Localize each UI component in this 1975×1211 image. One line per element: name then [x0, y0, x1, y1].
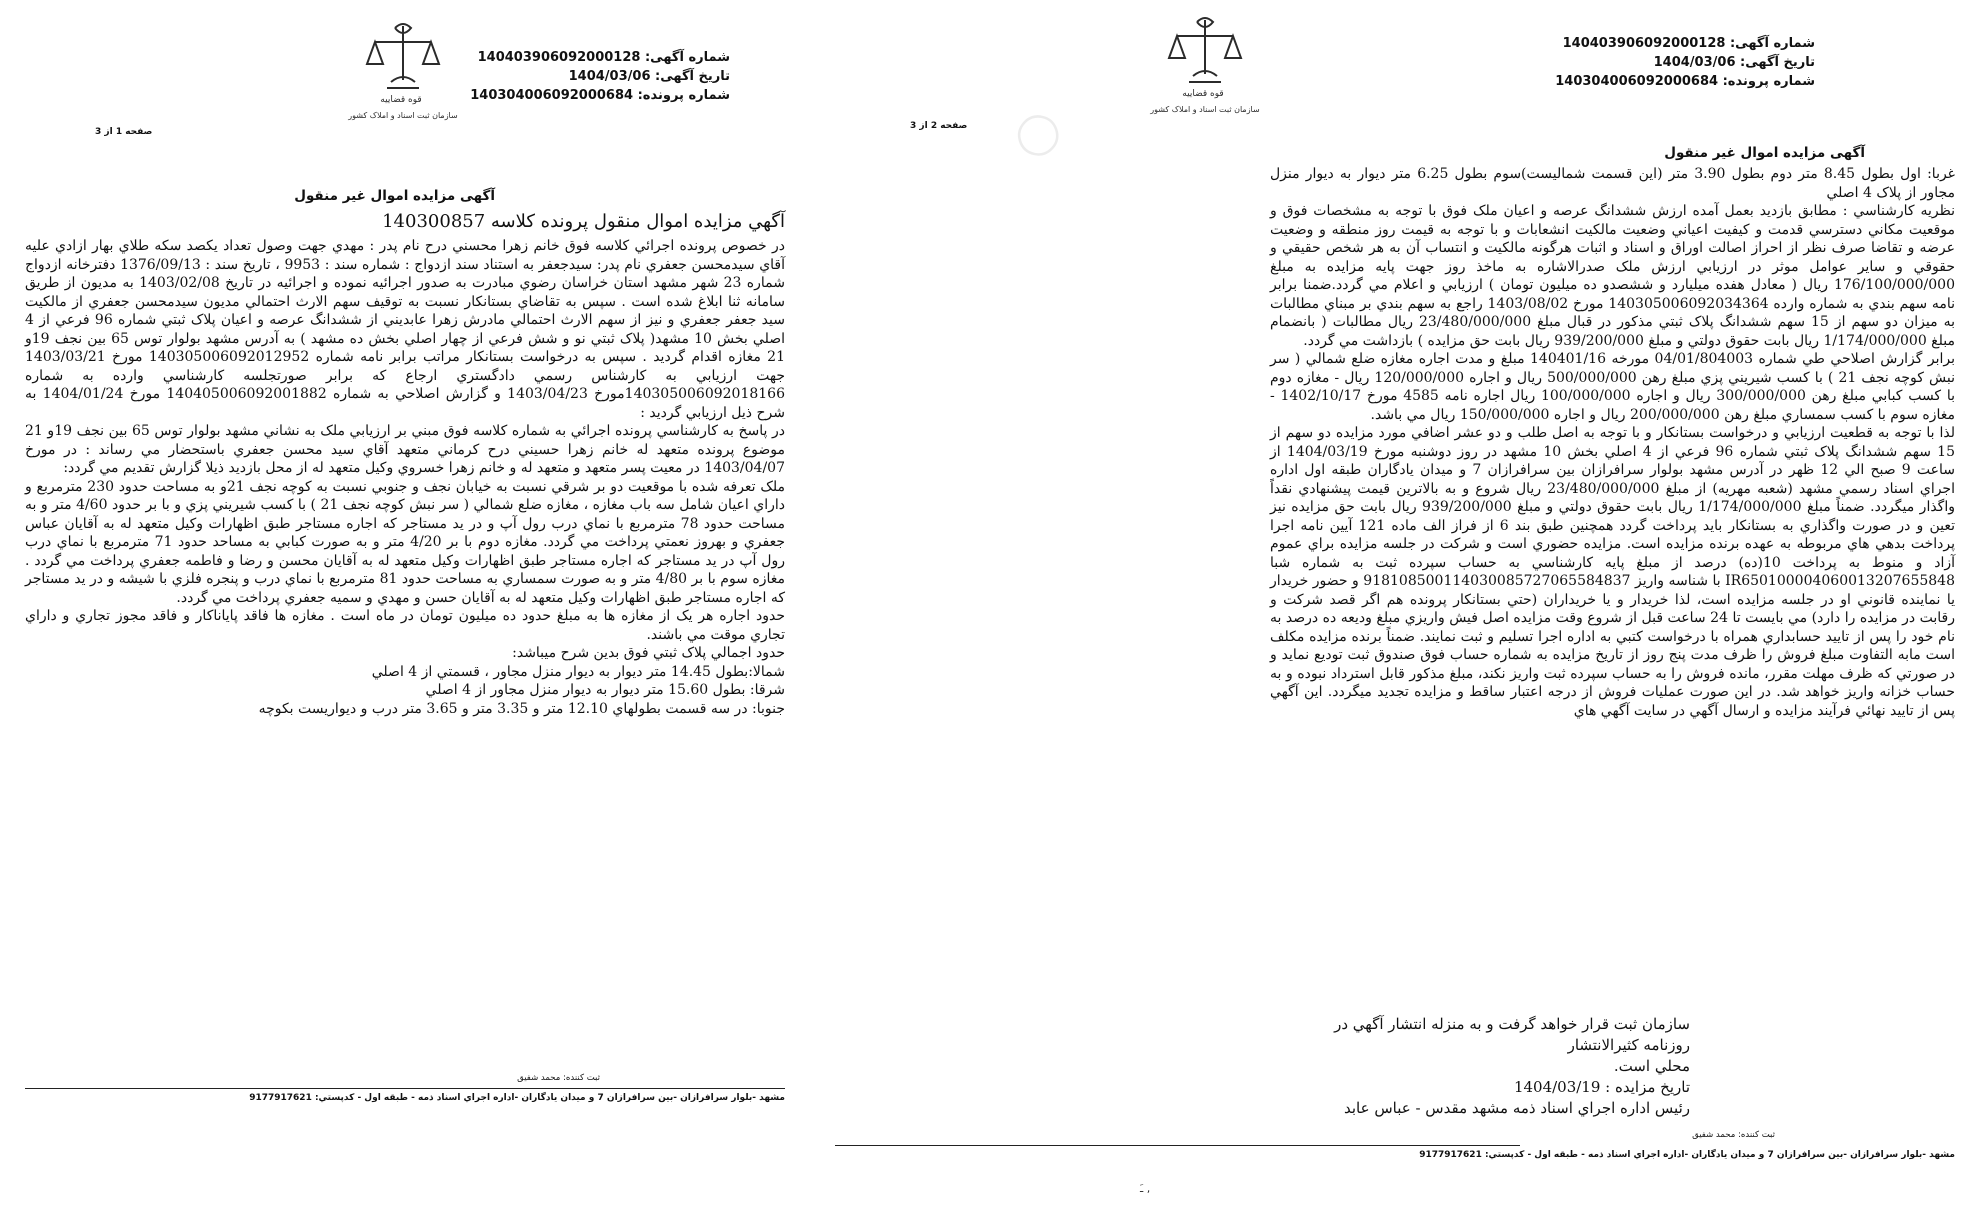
notice-date-row: تاریخ آگهی: 1404/03/06: [568, 69, 730, 84]
page-number: صفحه 2 از 3: [910, 121, 968, 131]
boundary-north: شمالا:بطول 14.45 متر ديوار به ديوار منزل مجاور ، قسمتي از 4 اصلي: [371, 663, 785, 680]
case-number-row: شماره پرونده: 140304006092000684: [470, 88, 730, 103]
watermark-stamp-icon: ◯: [1008, 104, 1066, 162]
footer-address: مشهد -بلوار سرافرازان -بين سرافرازان 7 و ميدان يادگاران -اداره اجراي اسناد ذمه - طبقه اول - كدپستي: 9177917621: [1419, 1150, 1955, 1160]
registrar: ثبت كننده: محمد شفيق: [1692, 1130, 1775, 1140]
paragraph-execution-background: در خصوص پرونده اجرائي كلاسه فوق خانم زهرا محسني درح نام پدر : مهدي جهت وصول تعداد يكصد سكه طلاي بهار ازادي عليه آقاي سيدمحسن جعفري نام پدر: سيدجعفر به استناد سند ازدواج : شماره سند : 9953 ، تاريخ سند : 1376/09/13 دفترخانه ازدواج شماره 23 شهر مشهد استان خراسان رضوي مبادرت به صدور اجرائيه نموده و اجرائيه در تاريخ 1403/02/08 به مديون از طريق سامانه ثنا ابلاغ شده است . سپس به تقاضاي بستانكار نسبت به توقيف سهم الارث احتمالي مديون سيدمحسن جعفري از مالكيت سيد جعفر جعفري و نيز از سهم الارث احتمالي مادرش زهرا عابديني از ششدانگ عرصه و اعيان پلاک ثبتي شماره 96 فرعي از 4 اصلي بخش 10 مشهد( پلاک ثبتي نو و شش فرعي از چهار اصلي بخش ده مشهد ) به آدرس مشهد بولوار توس 65 بين نجف 19و 21 مغازه اقدام گرديد . سپس به درخواست بستانكار مراتب برابر نامه شماره 140305006092012952 مورخ 1403/03/21 جهت ارزيابي به كارشناس رسمي دادگستري ارجاع كه برابر صورتجلسه كارشناسي وارده به شماره 140305006092018166مورخ 1403/04/23 و گزارش اصلاحي به شماره 140405006092001882 مورخ 1404/01/24 به شرح ذيل ارزيابي گرديد :: [25, 238, 785, 421]
header-meta: [1555, 34, 1815, 91]
paragraph-rent-report: برابر گزارش اصلاحي طي شماره 04/01/804003 مورخه 140401/16 مبلغ و مدت اجاره مغازه ضلع شمالي ( سر نبش كوچه نجف 21 ) با كسب شيريني پزي مبلغ رهن 500/000/000 ريال و اجاره 120/000/000 ريال - مغازه دوم با كسب كبابي مبلغ رهن 300/000/000 ريال و اجاره 100/000/000 ريال اجاره نامه 4585 مورخ 1402/10/17 - مغازه سوم با كسب سمساري مبلغ رهن 200/000/000 ريال و اجاره 150/000/000 ريال مي باشد.: [1270, 351, 1955, 423]
paragraph-property-description: ملک تعرفه شده با موقعيت دو بر شرقي نسبت به خيابان نجف و جنوبي نسبت به كوچه نجف 21و به مساحت حدود 230 مترمربع و داراي اعيان شامل سه باب مغازه ، مغازه ضلع شمالي ( سر نبش كوچه نجف 21 ) با كسب شيريني پزي و با بر حدود 4/60 متر و به مساحت حدود 78 مترمربع با نماي درب رول آپ و در يد مستاجر كه اجاره مستاجر طبق اظهارات وكيل متعهد له به آقايان عباس جعفري و بهروز نعمتي پرداخت مي گردد. مغازه دوم با بر 4/20 متر و به صورت كبابي به مساحد حدود 71 مترمربع با نماي درب رول آپ در يد مستاجر كه اجاره مستاجر طبق اظهارات وكيل متعهد له به آقايان محسن و رضا و فاطمه جعفري پرداخت مي گردد . مغازه سوم با بر 4/80 متر و به صورت سمساري به مساحت حدود 81 مترمربع با نماي درب و پنجره فلزي با شيشه و در يد مستاجر كه اجاره مستاجر طبق اظهارات وكيل متعهد له به آقايان حسن و مهدي و سميه جعفري پرداخت مي گردد.: [25, 478, 786, 606]
document-page-1: [0, 0, 815, 1211]
closing-line-2: محلي است.: [1613, 1057, 1690, 1075]
document-page-2: [815, 0, 1975, 1211]
case-subtitle: آگهي مزايده اموال منقول پرونده كلاسه 140300857: [382, 211, 785, 232]
handwritten-mark-icon: ـَ ,: [1140, 1182, 1151, 1195]
header-meta: [470, 48, 730, 105]
page-title: آگهی مزایده اموال غیر منقول: [294, 188, 495, 204]
logo-text-bottom: سازمان ثبت اسناد و املاک کشور: [348, 111, 458, 120]
page-number: صفحه 1 از 3: [95, 127, 153, 137]
case-number-row: شماره پرونده: 140304006092000684: [1555, 74, 1815, 89]
logo-text-bottom: سازمان ثبت اسناد و املاک کشور: [1150, 105, 1260, 114]
paragraph-auction-terms: لذا با توجه به قطعيت ارزيابي و درخواست بستانكار و با توجه به اصل طلب و دو عشر اضافي مورد مزايده دو سهم از 15 سهم ششدانگ پلاک ثبتي شماره 96 فرعي از 4 اصلي بخش 10 مشهد در روز دوشنبه مورخ 1404/03/19 از ساعت 9 صبح الي 12 ظهر در آدرس مشهد بولوار سرافرازان بين سرافرازان 7 و ميدان يادگاران طبقه اول اداره اجراي اسناد رسمي مشهد (شعبه مهريه) از مبلغ 23/480/000/000 ريال شروع و به بالاترين قيمت پيشنهادي نقداً واگذار ميگردد. ضمناً مبلغ 1/174/000/000 ريال بابت حقوق دولتي و مبلغ 939/200/000 ريال بابت حق مزايده نيز تعين و در صورت واگذاري به بستانكار بايد پرداخت گردد همچنين طبق بند 6 از فراز الف ماده 121 آيين نامه اجرا پرداخت بدهي هاي مربوطه به عهده برنده مزايده است. مزايده حضوري است و شركت در جلسه مزايده براي عموم آزاد و منوط به پرداخت 10(ده) درصد از مبلغ پايه كارشناسي به حساب سپرده ثبت به شماره شبا IR650100004060013207655848 با شناسه واريز 918108500114030085727065584837 و حضور خريدار يا نماينده قانوني او در جلسه مزايده است، لذا خريدار و يا خريداران (حتي بستانكار پرونده هم اگر قصد شركت و رقابت در مزايده را دارد) مي بايست تا 24 ساعت قبل از شروع وقت مزايده اصل فيش واريزي مبلغ وديعه ده درصد به نام خود را پس از تاييد حسابداري همراه با درخواست كتبي به اداره اجرا تسليم و ثبت نمايند. ضمناً برنده مزايده مكلف است مابه التفاوت مبلغ فروش را ظرف مدت پنج روز از تاريخ مزايده به شماره حساب فوق صندوق ثبت توديع نمايد و در صورتي كه ظرف مهلت مقرر، مانده فروش را به حساب سپرده ثبت واريز نكند، مبلغ مذكور قابل استرداد نبوده و به حساب خزانه واريز خواهد شد. در اين صورت عمليات فروش از درجه اعتبار ساقط و مزايده تجديد ميگردد. اين آگهي پس از تاييد نهائي فرآيند مزايده و ارسال آگهي در سايت آگهي هاي: [1270, 425, 1956, 719]
auction-date: تاريخ مزايده : 1404/03/19: [1513, 1078, 1690, 1096]
footer-address: مشهد -بلوار سرافرازان -بين سرافرازان 7 و ميدان يادگاران -اداره اجراي اسناد ذمه - طبقه اول - كدپستي: 9177917621: [249, 1093, 785, 1103]
notice-number-row: شماره آگهی: 140403906092000128: [1562, 36, 1815, 51]
closing-block: [1290, 1014, 1690, 1119]
notice-body: [1270, 165, 1955, 720]
paragraph-boundaries-intro: حدود اجمالي پلاک ثبتي فوق بدين شرح ميباشد:: [512, 645, 785, 661]
signatory: رئيس اداره اجراي اسناد ذمه مشهد مقدس - عباس عابد: [1344, 1099, 1690, 1117]
paragraph-west-boundary: غربا: اول بطول 8.45 متر دوم بطول 3.90 متر (اين قسمت شماليست)سوم بطول 6.25 متر ديوار به ديوار منزل مجاور از پلاک 4 اصلي: [1270, 166, 1956, 201]
paragraph-expert-visit: در پاسخ به كارشناسي پرونده اجرائي به شماره كلاسه فوق مبني بر ارزيابي ملک به نشاني مشهد بولوار توس 65 بين نجف 19و 21 موضوع پرونده متعهد له خانم زهرا حسيني درح كرماني متعهد آقاي سيد محسن جعفري باستحضار مي رساند : در مورخ 1403/04/07 در معيت پسر متعهد و متعهد له و خانم زهرا خسروي وكيل متعهد له از محل بازديد ذيلا گزارش تقديم مي گردد:: [25, 423, 785, 476]
paragraph-rent: حدود اجاره هر يک از مغازه ها به مبلغ حدود ده ميليون تومان در ماه است . مغازه ها فاقد پاياناكار و فاقد مجوز تجاري و داراي تجاري موقت مي باشند.: [25, 608, 785, 643]
judiciary-emblem-icon: [1145, 12, 1265, 122]
judiciary-emblem-icon: [343, 18, 463, 128]
notice-date-row: تاریخ آگهی: 1404/03/06: [1653, 55, 1815, 70]
registrar: ثبت كننده: محمد شفيق: [517, 1073, 600, 1083]
closing-line-1: سازمان ثبت قرار خواهد گرفت و به منزله انتشار آگهي در روزنامه كثيرالانتشار: [1334, 1015, 1690, 1054]
paragraph-expert-opinion: نظريه كارشناسي : مطابق بازديد بعمل آمده ارزش ششدانگ عرصه و اعيان ملک فوق با توجه به مشخصات فوق و موقعيت مكاني دسترسي قدمت و كيفيت اعياني وضعيت مالكيت انشعابات و با توجه به قيمت روز منطقه و وضعيت عرضه و تقاضا صرف نظر از احراز اصالت اوراق و اسناد و اثبات هرگونه مالكيت و انتساب آن به هر شخص حقيقي و حقوقي و ساير عوامل موثر در ارزيابي ارزش ملک صدرالاشاره به ماخذ روز جهت پايه مزايده به مبلغ 176/100/000/000 ريال ( معادل هفده ميليارد و ششصدو ده ميليون تومان ) ارزيابي و اعلام مي گردد.ضمنا برابر نامه سهم بندي به شماره وارده 140305006092034364 مورخ 1403/08/02 راجع به سهم بندي بر مبناي مطالبات به ميزان دو سهم از 15 سهم ششدانگ پلاک ثبتي مذكور در قبال مبلغ 23/480/000/000 ريال مطالبات ( بانضمام مبلغ 1/174/000/000 ريال بابت حقوق دولتي و مبلغ 939/200/000 ريال بابت حق مزايده ) بازداشت مي گردد.: [1270, 203, 1955, 349]
logo-text-top: قوه قضاییه: [1182, 89, 1224, 99]
boundary-south: جنوبا: در سه قسمت بطولهاي 12.10 متر و 3.35 متر و 3.65 متر درب و ديواريست بكوچه: [258, 700, 785, 717]
footer-divider: [835, 1145, 1520, 1146]
page-title: آگهی مزایده اموال غیر منقول: [1664, 145, 1865, 161]
boundary-east: شرقا: بطول 15.60 متر ديوار به ديوار منزل مجاور از 4 اصلي: [425, 682, 785, 698]
footer-divider: [25, 1088, 785, 1089]
logo-text-top: قوه قضاییه: [380, 95, 422, 105]
notice-number-row: شماره آگهی: 140403906092000128: [477, 50, 730, 65]
notice-body: [25, 210, 785, 718]
